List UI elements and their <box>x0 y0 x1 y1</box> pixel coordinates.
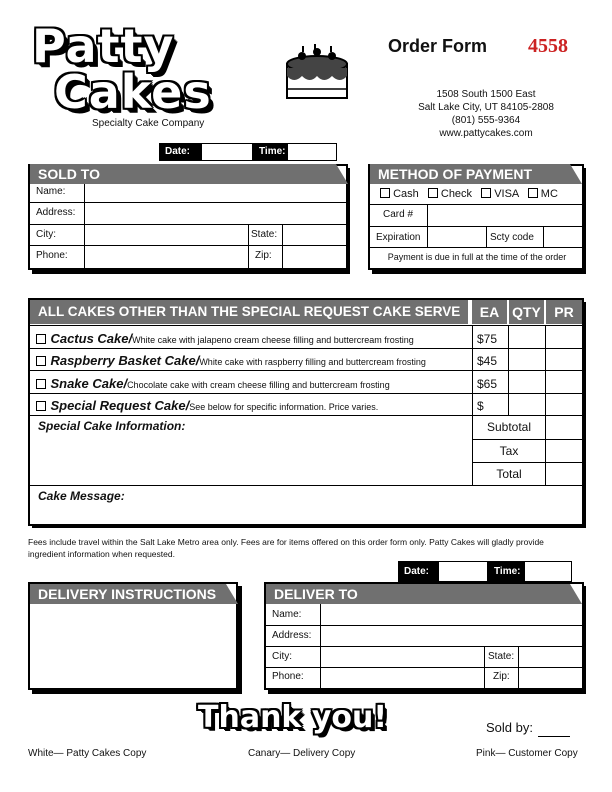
deliver-city-field[interactable] <box>322 647 484 667</box>
cake-checkbox[interactable] <box>36 401 46 411</box>
cake-message-label: Cake Message: <box>38 489 125 503</box>
delivery-date-field[interactable] <box>438 561 488 582</box>
tax-label: Tax <box>499 444 519 458</box>
deliver-city-label: City: <box>272 651 292 662</box>
order-form-title: Order Form <box>388 36 488 56</box>
company-address <box>392 88 580 140</box>
sold-phone-label: Phone: <box>36 250 68 261</box>
logo-line-2: Cakes <box>54 65 212 119</box>
cake-price: $65 <box>477 377 498 391</box>
thank-you-banner: Thank you! <box>198 700 388 735</box>
copy-pink: Pink— Customer Copy <box>476 748 578 759</box>
sold-by-label: Sold by: <box>486 720 533 735</box>
cake-description: See below for specific information. Price varies. <box>189 402 379 412</box>
address-line-1: 1508 South 1500 East <box>436 89 536 100</box>
sold-by-line[interactable] <box>538 736 570 737</box>
deliver-name-label: Name: <box>272 609 302 620</box>
deliver-state-field[interactable] <box>519 647 582 667</box>
sold-zip-field[interactable] <box>283 246 346 266</box>
order-number: 4558 <box>528 35 568 57</box>
cake-row[interactable] <box>36 397 378 415</box>
cake-row[interactable] <box>36 330 414 348</box>
logo-line-1: Patty <box>32 19 175 73</box>
cakes-title: ALL CAKES OTHER THAN THE SPECIAL REQUEST CAKE SERVE 10. <box>30 300 468 324</box>
cake-description: White cake with jalapeno cream cheese filling and buttercream frosting <box>132 335 414 345</box>
cake-name: Raspberry Basket Cake/ <box>50 353 200 368</box>
sold-to-title: SOLD TO <box>30 164 336 184</box>
sold-state-field[interactable] <box>283 225 346 245</box>
cake-checkbox[interactable] <box>36 379 46 389</box>
deliver-zip-field[interactable] <box>519 668 582 688</box>
sold-city-label: City: <box>36 229 56 240</box>
sold-name-field[interactable] <box>86 184 346 202</box>
payment-options <box>380 188 558 200</box>
deliver-phone-field[interactable] <box>322 668 484 688</box>
special-info-label: Special Cake Information: <box>38 419 186 433</box>
card-number-field[interactable] <box>428 205 582 225</box>
company-website: www.pattycakes.com <box>439 128 533 139</box>
mc-checkbox[interactable] <box>528 188 538 198</box>
check-checkbox[interactable] <box>428 188 438 198</box>
cake-name: Cactus Cake/ <box>50 331 133 346</box>
deliver-phone-label: Phone: <box>272 671 304 682</box>
cake-row[interactable] <box>36 352 426 370</box>
sold-state-label: State: <box>251 229 278 240</box>
deliver-name-field[interactable] <box>322 605 582 625</box>
copy-canary: Canary— Delivery Copy <box>248 748 356 759</box>
delivery-instructions-field[interactable] <box>32 606 236 688</box>
card-number-label: Card # <box>383 209 414 220</box>
col-header-pr: PR <box>546 300 582 324</box>
total-label: Total <box>496 467 522 481</box>
sold-address-label: Address: <box>36 207 76 218</box>
cash-option[interactable]: Cash <box>380 188 419 200</box>
sold-zip-label: Zip: <box>255 250 272 261</box>
expiration-label: Expiration <box>376 232 421 243</box>
deliver-address-label: Address: <box>272 630 312 641</box>
copy-white: White— Patty Cakes Copy <box>28 748 147 759</box>
security-code-label: Scty code <box>490 232 534 243</box>
delivery-instructions-title: DELIVERY INSTRUCTIONS <box>30 584 226 604</box>
visa-checkbox[interactable] <box>481 188 491 198</box>
sold-name-label: Name: <box>36 186 66 197</box>
mc-option[interactable]: MC <box>528 188 558 200</box>
cash-checkbox[interactable] <box>380 188 390 198</box>
fees-note: Fees include travel within the Salt Lake Metro area only. Fees are for items offered on this order form only. Patty Cakes will gladly provide ingredient information when requested. <box>28 537 544 559</box>
cake-name: Snake Cake/ <box>50 376 128 391</box>
visa-option[interactable]: VISA <box>481 188 519 200</box>
cake-checkbox[interactable] <box>36 356 46 366</box>
cake-description: Chocolate cake with cream cheese filling and buttercream frosting <box>127 380 390 390</box>
cake-price: $75 <box>477 332 498 346</box>
deliver-zip-label: Zip: <box>493 671 510 682</box>
col-header-ea: EA <box>472 300 507 324</box>
sold-phone-field[interactable] <box>86 246 248 266</box>
delivery-date-label: Date: <box>398 561 438 582</box>
deliver-address-field[interactable] <box>322 626 582 646</box>
tagline: Specialty Cake Company <box>92 118 205 129</box>
payment-note: Payment is due in full at the time of the order <box>387 252 567 262</box>
deliver-state-label: State: <box>488 651 515 662</box>
cake-price: $45 <box>477 354 498 368</box>
delivery-time-label: Time: <box>488 561 524 582</box>
cake-icon <box>282 44 352 104</box>
date-label: Date: <box>159 143 201 161</box>
cake-row[interactable] <box>36 375 390 393</box>
special-info-field[interactable] <box>34 436 470 482</box>
cake-message-field[interactable] <box>34 505 580 523</box>
time-field[interactable] <box>287 143 337 161</box>
security-code-field[interactable] <box>544 227 582 247</box>
cake-price: $ <box>477 399 484 413</box>
cake-name: Special Request Cake/ <box>50 398 190 413</box>
time-label: Time: <box>253 143 287 161</box>
company-phone: (801) 555-9364 <box>451 115 521 126</box>
date-field[interactable] <box>201 143 253 161</box>
delivery-time-field[interactable] <box>524 561 572 582</box>
address-line-2: Salt Lake City, UT 84105-2808 <box>418 102 554 113</box>
sold-address-field[interactable] <box>86 203 346 223</box>
cake-checkbox[interactable] <box>36 334 46 344</box>
expiration-field[interactable] <box>428 227 486 247</box>
payment-title: METHOD OF PAYMENT <box>370 164 570 184</box>
check-option[interactable]: Check <box>428 188 472 200</box>
cake-description: White cake with raspberry filling and buttercream frosting <box>199 357 426 367</box>
col-header-qty: QTY <box>509 300 544 324</box>
deliver-to-title: DELIVER TO <box>266 584 570 604</box>
sold-city-field[interactable] <box>86 225 248 245</box>
subtotal-label: Subtotal <box>486 420 532 434</box>
